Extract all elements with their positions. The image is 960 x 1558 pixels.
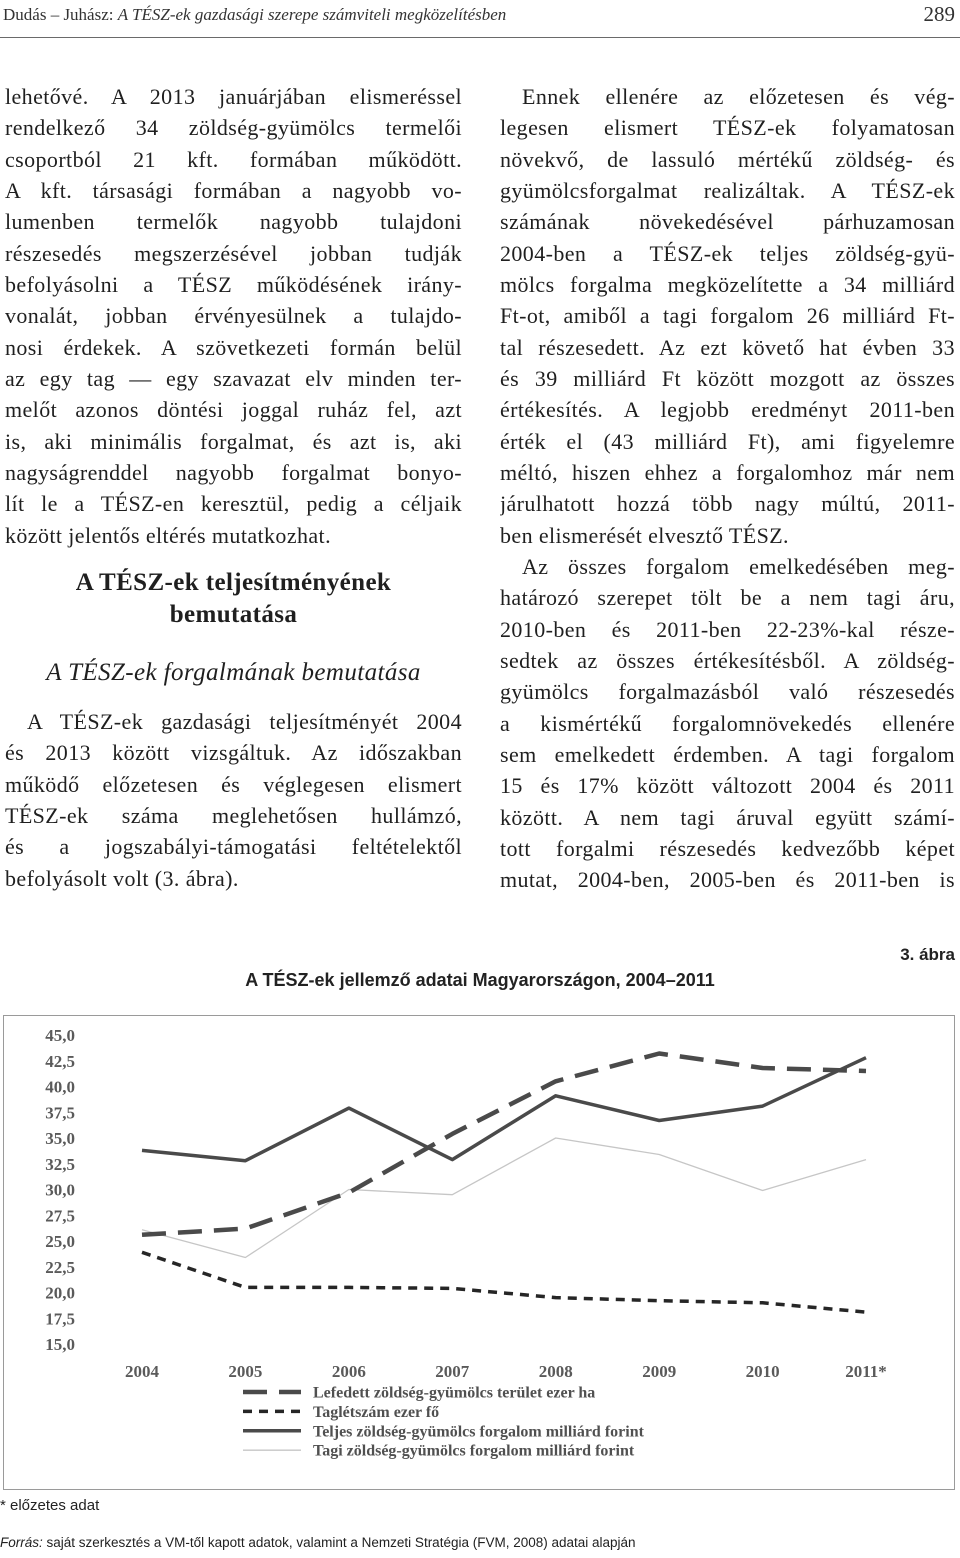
text-line: működő előzetesen és véglegesen elismert — [5, 771, 462, 797]
text-line: és a jogszabályi-támogatási feltételektől — [5, 834, 462, 860]
y-tick-label: 17,5 — [45, 1309, 75, 1329]
legend-label: Taglétszám ezer fő — [313, 1403, 440, 1421]
y-tick-label: 25,0 — [45, 1232, 75, 1251]
text-line: mutat, 2004-ben, 2005-ben és 2011-ben is — [500, 867, 955, 893]
text-line: tott forgalmi részesedés kedvezőbb képet — [500, 835, 955, 861]
figure-source-label: Forrás: — [0, 1535, 43, 1550]
x-tick-label: 2005 — [228, 1362, 263, 1381]
text-line: vonalát, jobban érvényesülnek a tulajdo- — [5, 303, 462, 329]
text-line: melőt azonos döntési joggal ruház fel, azt — [5, 397, 462, 423]
header-rule — [0, 37, 960, 38]
text-line: lumenben termelők nagyobb tulajdoni — [5, 209, 462, 235]
legend-label: Tagi zöldség-gyümölcs forgalom milliárd forint — [313, 1442, 635, 1460]
y-tick-label: 27,5 — [45, 1206, 75, 1226]
text-line: 2004-ben a TÉSZ-ek teljes zöldség-gyü- — [500, 240, 955, 266]
text-line: és 39 milliárd Ft között mozgott az összes — [500, 365, 955, 391]
y-tick-label: 22,5 — [45, 1257, 75, 1277]
text-line: 15 és 17% között változott 2004 és 2011 — [500, 773, 955, 799]
text-line: nagyságrenddel nagyobb forgalmat bonyo- — [5, 459, 462, 485]
text-line: sedtek az összes értékesítésből. A zöldség- — [500, 647, 955, 673]
text-line: részesedés megszerzésével jobban tudják — [5, 240, 462, 266]
left-column-paragraph — [5, 706, 462, 894]
page-number: 289 — [923, 2, 955, 26]
text-line: növekvő, de lassuló mértékű zöldség- és — [500, 146, 955, 172]
y-tick-label: 35,0 — [45, 1129, 75, 1148]
subsection-heading: A TÉSZ-ek forgalmának bemutatása — [46, 659, 421, 686]
legend-label: Teljes zöldség-gyümölcs forgalom milliárd forint — [313, 1423, 644, 1441]
text-line: legesen elismert TÉSZ-ek folyamatosan — [500, 115, 955, 141]
text-line: befolyásolt volt (3. ábra). — [5, 865, 239, 891]
text-line: között. A nem tagi áruval együtt számí- — [500, 804, 955, 830]
series-line-3 — [142, 1058, 866, 1161]
text-line: értékesítés. A legjobb eredményt 2011-ben — [500, 397, 955, 423]
text-line: befolyásolni a TÉSZ működésének irány- — [5, 271, 462, 297]
y-tick-label: 20,0 — [45, 1283, 75, 1303]
text-line: gyümölcs forgalmazásból való részesedés — [500, 679, 955, 705]
running-head — [3, 3, 506, 27]
series-line-1 — [142, 1054, 866, 1235]
text-line: méltó, hiszen ehhez a forgalomhoz már nem — [500, 459, 955, 485]
text-line: a kismértékű forgalomnövekedés ellenére — [500, 710, 955, 736]
text-line: sem emelkedett érdemben. A tagi forgalom — [500, 741, 955, 767]
text-line: A TÉSZ-ek gazdasági teljesítményét 2004 — [27, 709, 462, 734]
right-column-paragraph — [500, 81, 955, 551]
y-tick-label: 30,0 — [45, 1180, 75, 1200]
text-line: rendelkező 34 zöldség-gyümölcs termelői — [5, 115, 462, 141]
legend-label: Lefedett zöldség-gyümölcs terület ezer ha — [313, 1384, 596, 1402]
text-line: Ennek ellenére az előzetesen és vég- — [522, 84, 955, 109]
text-line: határozó szerepet tölt be a nem tagi áru, — [500, 585, 955, 611]
text-line: A kft. társasági formában a nagyobb vo- — [5, 177, 462, 203]
x-tick-label: 2004 — [125, 1362, 159, 1381]
y-tick-label: 15,0 — [45, 1335, 75, 1354]
text-line: csoportból 21 kft. formában működött. — [5, 146, 462, 172]
section-heading-line: A TÉSZ-ek teljesítményének — [75, 569, 392, 596]
text-line: között jelentős eltérés mutatkozhat. — [5, 522, 331, 548]
x-tick-label: 2008 — [538, 1362, 573, 1381]
y-tick-label: 37,5 — [45, 1103, 75, 1123]
figure-label: 3. ábra — [900, 945, 955, 964]
figure-footnote: * előzetes adat — [0, 1497, 100, 1514]
series-line-2 — [142, 1252, 866, 1312]
text-line: Ft-ot, amiből a tagi forgalom 26 milliárd Ft- — [500, 303, 955, 329]
text-line: mölcs forgalma megközelítette a 34 milliárd — [500, 271, 955, 297]
text-line: TÉSZ-ek száma meglehetősen hullámzó, — [5, 802, 462, 828]
text-line: és 2013 között vizsgáltuk. Az időszakban — [5, 740, 462, 766]
series-line-4 — [142, 1138, 866, 1258]
text-line: ben elismerését elvesztő TÉSZ. — [500, 522, 789, 548]
section-heading — [5, 567, 462, 631]
x-tick-label: 2011* — [845, 1362, 887, 1381]
text-line: Az összes forgalom emelkedésében meg- — [522, 554, 955, 579]
text-line: az egy tag — egy szavazat elv minden ter- — [5, 365, 462, 391]
running-head-authors: Dudás – Juhász: — [3, 5, 114, 24]
right-column-paragraph — [500, 551, 955, 896]
text-line: gyümölcsforgalmat realizáltak. A TÉSZ-ek — [500, 177, 955, 203]
text-line: érték el (43 milliárd Ft), ami figyelemre — [500, 428, 955, 454]
text-line: számának növekedésével párhuzamosan — [500, 209, 955, 235]
y-tick-label: 42,5 — [45, 1051, 75, 1071]
text-line: lehetővé. A 2013 januárjában elismeréssel — [5, 84, 462, 109]
x-tick-label: 2006 — [331, 1362, 366, 1381]
text-line: 2010-ben és 2011-ben 22-23%-kal része- — [500, 616, 955, 642]
chart-title: A TÉSZ-ek jellemző adatai Magyarországon, 2004–2011 — [245, 970, 715, 990]
text-line: nosi érdekek. A szövetkezeti formán belül — [5, 334, 462, 360]
figure-source — [0, 1534, 636, 1552]
left-column-paragraph — [5, 81, 462, 551]
text-line: is, aki minimális forgalmat, és azt is, aki — [5, 428, 462, 454]
x-tick-label: 2007 — [435, 1362, 470, 1381]
figure-source-text: saját szerkesztés a VM-től kapott adatok, valamint a Nemzeti Stratégia (FVM, 2008) adatai alapján — [46, 1535, 636, 1550]
x-tick-label: 2009 — [642, 1362, 677, 1381]
text-line: járulhatott hozzá több nagy múltú, 2011- — [500, 491, 955, 517]
line-chart — [4, 1016, 954, 1489]
y-tick-label: 45,0 — [45, 1026, 75, 1045]
text-line: lít le a TÉSZ-en keresztül, pedig a céljaik — [5, 491, 462, 517]
chart-frame — [3, 1015, 955, 1490]
text-line: tal részesedett. Az ezt követő hat évben 33 — [500, 334, 955, 360]
running-head-title: A TÉSZ-ek gazdasági szerepe számviteli megközelítésben — [117, 5, 507, 24]
section-heading-line: bemutatása — [169, 601, 298, 628]
y-tick-label: 32,5 — [45, 1154, 75, 1174]
y-tick-label: 40,0 — [45, 1077, 75, 1097]
x-tick-label: 2010 — [745, 1362, 780, 1381]
